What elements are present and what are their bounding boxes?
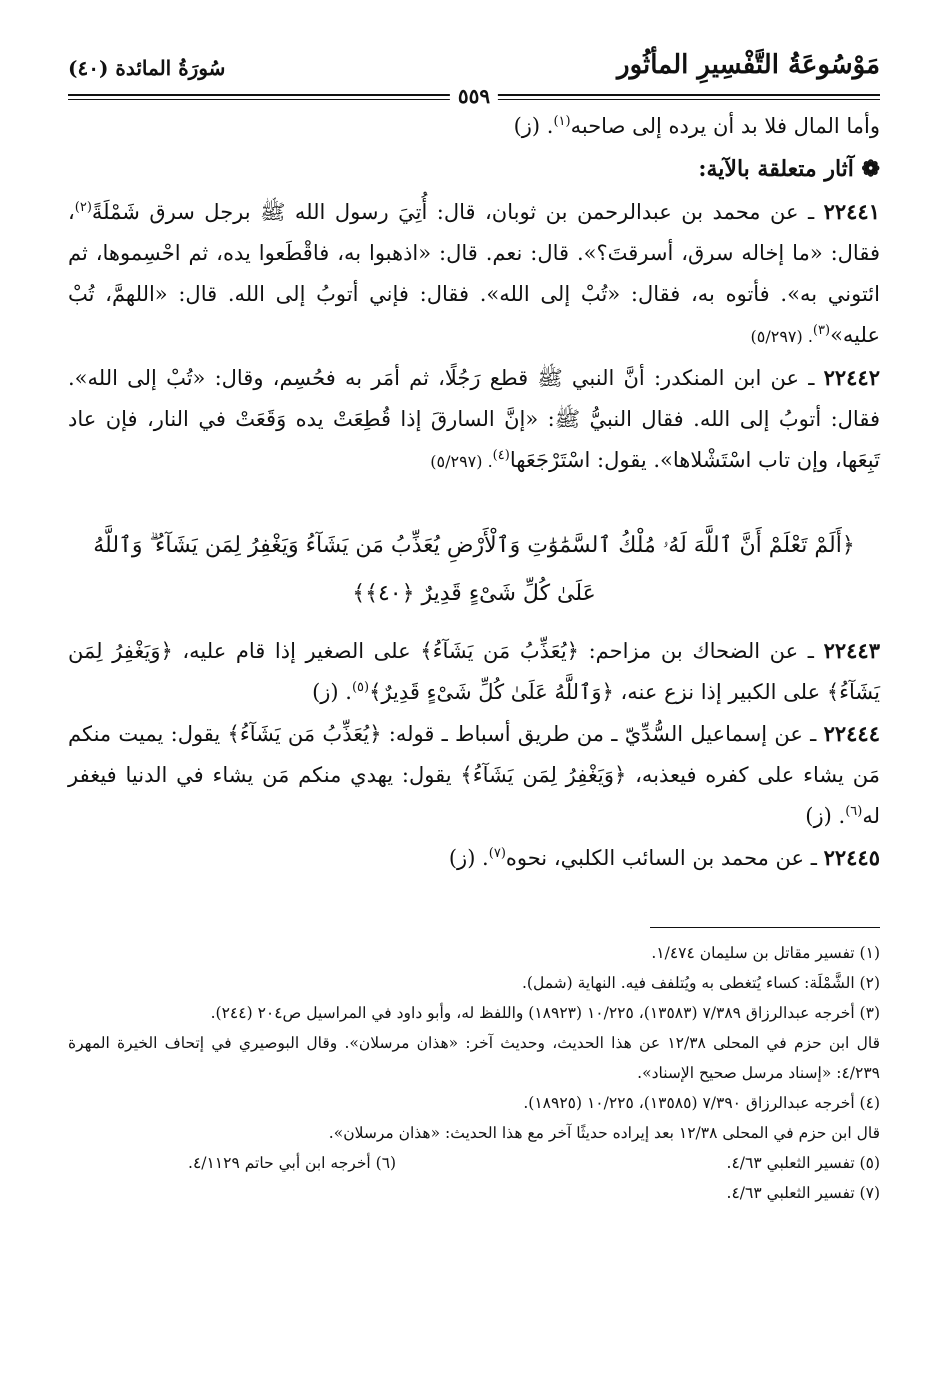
footnote-marker: (٢) bbox=[74, 200, 92, 215]
quran-line-1: ﴿أَلَمْ تَعْلَمْ أَنَّ ٱللَّهَ لَهُۥ مُلْكُ ٱلسَّمَٰوَٰتِ وَٱلْأَرْضِ يُعَذِّبُ مَن يَشَآءُ وَيَغْفِرُ لِمَن يَشَآءُ ۗ وَٱللَّهُ bbox=[93, 533, 855, 558]
entry-text: ـ عن إسماعيل السُّدِّيّ ـ من طريق أسباط ـ قوله: ﴿يُعَذِّبُ مَن يَشَآءُ﴾ يقول: يميت منكم مَن يشاء على كفره فيعذبه، ﴿وَيَغْفِرُ لِمَن يَشَآءُ﴾ يقول: يهدي منكم مَن يشاء في الدنيا فيغفر له bbox=[68, 722, 880, 828]
entry-number: ٢٢٤٤٥ bbox=[823, 845, 880, 870]
footnote-marker: (٧) bbox=[488, 846, 506, 861]
page-number: ٥٥٩ bbox=[450, 84, 498, 108]
footnote-row bbox=[68, 1148, 880, 1178]
footnote: (١) تفسير مقاتل بن سليمان ١/٤٧٤. bbox=[651, 944, 880, 962]
entry-reference: . (ز) bbox=[448, 846, 489, 870]
footnote: (٥) تفسير الثعلبي ٤/٦٣. bbox=[726, 1154, 880, 1172]
hadith-entry bbox=[68, 191, 880, 357]
entry-text-cont: ، فقال: «ما إخاله سرق، أسرقتَ؟». قال: نعم. قال: «اذهبوا به، فاقْطَعوا يده، ثم احْسِموها، ثم ائتوني به». فأتوه به، فقال: «تُبْ إلى الله». فقال: فإني أتوبُ إلى الله. قال: «اللهمَّ، تُبْ عليه» bbox=[68, 200, 880, 347]
entry-text: ـ عن الضحاك بن مزاحم: ﴿يُعَذِّبُ مَن يَشَآءُ﴾ على الصغير إذا قام عليه، ﴿وَيَغْفِرُ لِمَن يَشَآءُ﴾ على الكبير إذا نزع عنه، ﴿وَٱللَّهُ عَلَىٰ كُلِّ شَىْءٍ قَدِيرٌ﴾ bbox=[68, 639, 880, 704]
entry-reference: . (ز) bbox=[805, 804, 846, 828]
entry-text: ـ عن محمد بن عبدالرحمن بن ثوبان، قال: أُتِيَ رسول الله ﷺ برجل سرق شَمْلَةً bbox=[91, 200, 815, 224]
tafsir-entry bbox=[68, 630, 880, 713]
book-title: مَوْسُوعَةُ التَّفْسِيرِ المأثُور bbox=[617, 50, 880, 80]
entry-reference: . (ز) bbox=[312, 680, 352, 704]
tafsir-entry bbox=[68, 837, 880, 879]
footnote-marker: (١) bbox=[553, 114, 571, 129]
entry-text: ـ عن ابن المنكدر: أنَّ النبي ﷺ قطع رَجُلًا، ثم أمَر به فحُسِم، وقال: «تُبْ إلى الله». فقال: أتوبُ إلى الله. فقال النبيُّ ﷺ: «إنَّ السارقَ إذا قُطِعَتْ يده وَقَعَتْ في النار، فإن عاد تَبِعَها، وإن تاب اسْتَشْلاها». يقول: اسْتَرْجَعَها bbox=[68, 366, 880, 472]
page bbox=[68, 40, 880, 1350]
entry-number: ٢٢٤٤٣ bbox=[823, 638, 880, 663]
footnote-marker: (٥) bbox=[351, 680, 370, 695]
hadith-entry bbox=[68, 357, 880, 482]
footnote-separator bbox=[650, 927, 880, 928]
entry-number: ٢٢٤٤٤ bbox=[823, 721, 880, 746]
intro-paragraph bbox=[68, 106, 880, 147]
intro-text: وأما المال فلا بد أن يرده إلى صاحبه bbox=[570, 114, 880, 138]
section-heading: ❁ آثار متعلقة بالآية: bbox=[698, 156, 880, 182]
sura-label: سُورَةُ المائدة (٤٠) bbox=[68, 56, 226, 80]
entry-text: ـ عن محمد بن السائب الكلبي، نحوه bbox=[505, 846, 817, 870]
footnotes bbox=[68, 938, 880, 1208]
quran-verse bbox=[68, 522, 880, 618]
footnote: (٧) تفسير الثعلبي ٤/٦٣. bbox=[726, 1184, 880, 1202]
footnote: (٤) أخرجه عبدالرزاق ٧/٣٩٠ (١٣٥٨٥)، ١٠/٢٢٥ (١٨٩٢٥). bbox=[523, 1094, 880, 1112]
footnote: قال ابن حزم في المحلى ١٢/٣٨ بعد إيراده حديثًا آخر مع هذا الحديث: «هذان مرسلان». bbox=[328, 1124, 880, 1142]
footnote-marker: (٤) bbox=[492, 448, 510, 463]
footnote: (٢) الشَّمْلَة: كساء يُتغطى به ويُتلفف فيه. النهاية (شمل). bbox=[521, 974, 880, 992]
footnote-marker: (٦) bbox=[845, 804, 863, 819]
footnote-marker: (٣) bbox=[812, 323, 831, 338]
intro-tail: . (ز) bbox=[513, 114, 554, 138]
entry-reference: . (٥/٢٩٧) bbox=[430, 452, 493, 471]
page-header bbox=[68, 40, 880, 106]
footnote: (٣) أخرجه عبدالرزاق ٧/٣٨٩ (١٣٥٨٣)، ١٠/٢٢٥ (١٨٩٢٣) واللفظ له، وأبو داود في المراسيل ص٢٠٤ (٢٤٤). bbox=[210, 1004, 880, 1022]
entry-number: ٢٢٤٤٢ bbox=[823, 365, 880, 390]
tafsir-entry bbox=[68, 713, 880, 837]
entry-number: ٢٢٤٤١ bbox=[823, 199, 880, 224]
main-text bbox=[68, 106, 880, 879]
entry-reference: . (٥/٢٩٧) bbox=[750, 327, 813, 346]
quran-line-2: عَلَىٰ كُلِّ شَىْءٍ قَدِيرٌ ﴿٤٠﴾﴾ bbox=[352, 581, 596, 606]
footnote: قال ابن حزم في المحلى ١٢/٣٨ عن هذا الحديث، وحديث آخر: «هذان مرسلان». وقال البوصيري في إتحاف الخيرة المهرة ٤/٢٣٩: «إسناد مرسل صحيح الإسناد». bbox=[68, 1034, 880, 1082]
footnote: (٦) أخرجه ابن أبي حاتم ٤/١١٢٩. bbox=[188, 1154, 397, 1172]
